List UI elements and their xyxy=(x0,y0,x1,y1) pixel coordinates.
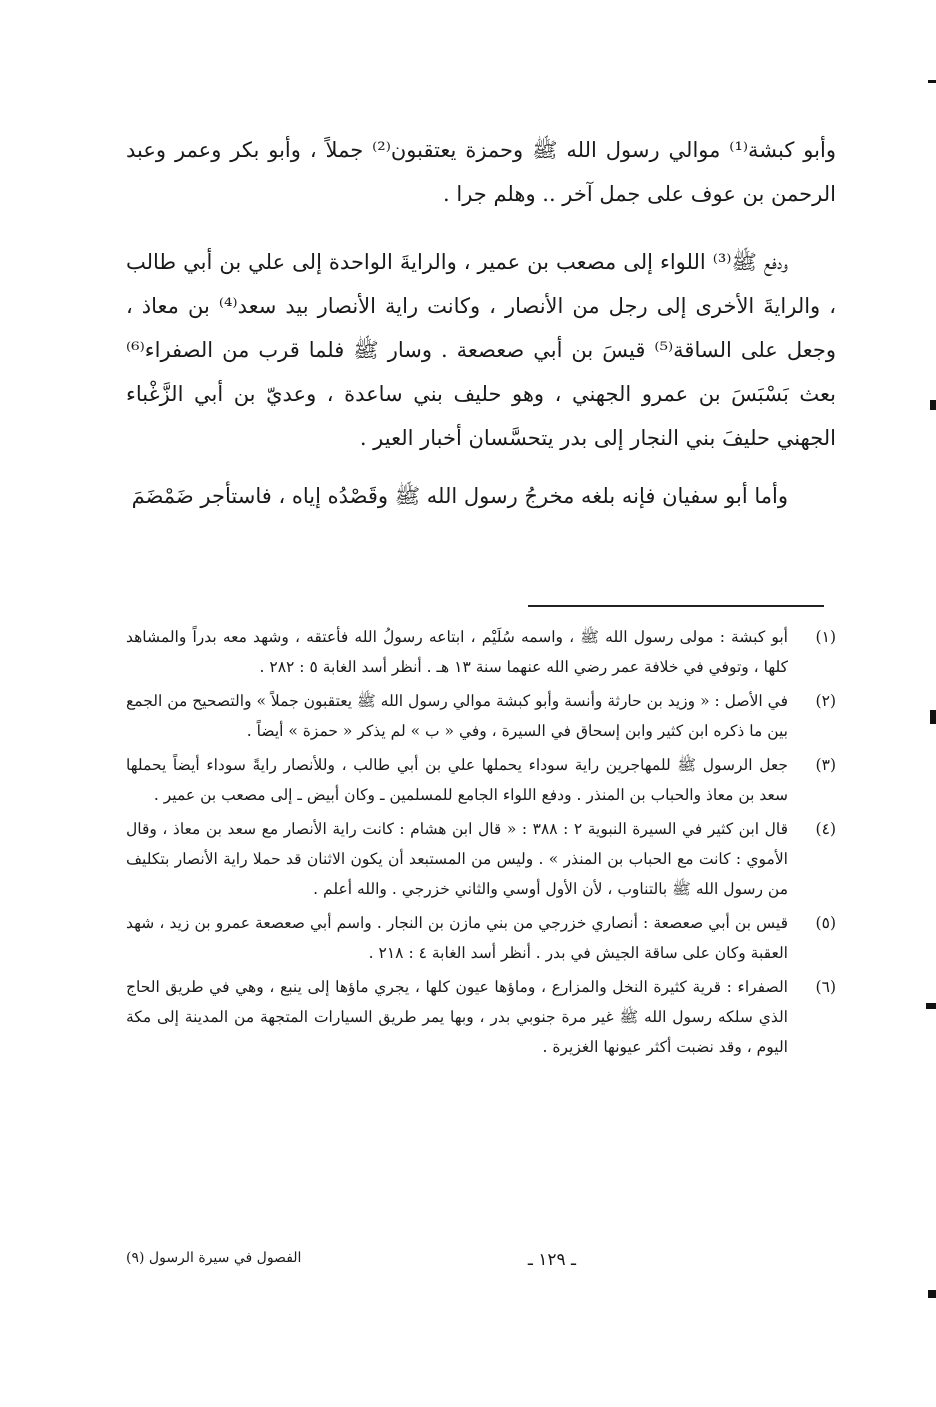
footnote-text: جعل الرسول ﷺ للمهاجرين راية سوداء يحملها علي بن أبي طالب ، وللأنصار رايةً سوداء أيضاً يحملها سعد بن معاذ والحباب بن المنذر . ودفع اللواء الجامع للمسلمين ـ وكان أبيض ـ إلى مصعب بن عمير . xyxy=(126,756,788,804)
footnote-number: (٣) xyxy=(815,756,836,774)
scan-mark xyxy=(928,80,936,83)
footnote-2 xyxy=(126,686,836,746)
footnote-4 xyxy=(126,814,836,904)
scan-mark xyxy=(930,400,936,410)
page-number: ـ ١٢٩ ـ xyxy=(527,1250,576,1270)
footnote-text: في الأصل : « وزيد بن حارثة وأنسة وأبو كبشة موالي رسول الله ﷺ يعتقبون جملاً » والتصحيح من الجمع بين ما ذكره ابن كثير وابن إسحاق في السيرة ، وفي « ب » لم يذكر « حمزة » أيضاً . xyxy=(126,692,788,740)
running-footer-title: الفصول في سيرة الرسول (٩) xyxy=(126,1250,302,1266)
footnote-6 xyxy=(126,972,836,1062)
main-text xyxy=(126,128,836,518)
footnote-text: أبو كبشة : مولى رسول الله ﷺ ، واسمه سُلَيْم ، ابتاعه رسولُ الله فأعتقه ، وشهد معه بدراً والمشاهد كلها ، وتوفي في خلافة عمر رضي الله عنهما سنة ١٣ هـ . أنظر أسد الغابة ٥ : ٢٨٢ . xyxy=(126,628,788,676)
footnote-number: (٥) xyxy=(815,914,836,932)
footnote-5 xyxy=(126,908,836,968)
footnote-1 xyxy=(126,622,836,682)
paragraph-2: ودفع ﷺ⁽³⁾ اللواء إلى مصعب بن عمير ، والرايةَ الواحدة إلى علي بن أبي طالب ، والرايةَ الأخرى إلى رجل من الأنصار ، وكانت راية الأنصار بيد سعد⁽⁴⁾ بن معاذ ، وجعل على الساقة⁽⁵⁾ قيسَ بن أبي صعصعة . وسار ﷺ فلما قرب من الصفراء⁽⁶⁾ بعث بَسْبَسَ بن عمرو الجهني ، وهو حليف بني ساعدة ، وعديّ بن أبي الزَّغْباء الجهني حليفَ بني النجار إلى بدر يتحسَّسان أخبار العير . xyxy=(126,250,836,450)
footnotes-section xyxy=(126,622,836,1066)
footnote-text: قال ابن كثير في السيرة النبوية ٢ : ٣٨٨ : « قال ابن هشام : كانت راية الأنصار مع سعد بن معاذ ، وقال الأموي : كانت مع الحباب بن المنذر » . وليس من المستبعد أن يكون الاثنان قد حملا راية الأنصار بتكليف من رسول الله ﷺ بالتناوب ، لأن الأول أوسي والثاني خزرجي . والله أعلم . xyxy=(126,820,789,898)
page-footer xyxy=(126,1250,836,1280)
paragraph-3: وأما أبو سفيان فإنه بلغه مخرجُ رسول الله ﷺ وقَصْدُه إياه ، فاستأجر ضَمْضَمَ xyxy=(131,484,788,508)
footnote-number: (١) xyxy=(815,628,836,646)
scan-mark xyxy=(930,710,936,724)
scan-mark xyxy=(928,1290,936,1298)
footnote-number: (٤) xyxy=(815,820,836,838)
footnote-number: (٦) xyxy=(815,978,836,996)
footnote-3 xyxy=(126,750,836,810)
footnote-text: قيس بن أبي صعصعة : أنصاري خزرجي من بني مازن بن النجار . واسم أبي صعصعة عمرو بن زيد ، شهد العقبة وكان على ساقة الجيش في بدر . أنظر أسد الغابة ٤ : ٢١٨ . xyxy=(126,914,788,962)
footnote-divider xyxy=(528,605,824,607)
scan-mark xyxy=(926,1003,936,1009)
footnote-text: الصفراء : قرية كثيرة النخل والمزارع ، وماؤها عيون كلها ، يجري ماؤها إلى ينبع ، وهي في طريق الحاج الذي سلكه رسول الله ﷺ غير مرة جنوبي بدر ، وبها يمر طريق السيارات المتجهة من المدينة إلى مكة اليوم ، وقد نضبت أكثر عيونها الغزيرة . xyxy=(126,978,788,1056)
paragraph-1: وأبو كبشة⁽¹⁾ موالي رسول الله ﷺ وحمزة يعتقبون⁽²⁾ جملاً ، وأبو بكر وعمر وعبد الرحمن بن عوف على جمل آخر .. وهلم جرا . xyxy=(126,138,836,206)
footnote-number: (٢) xyxy=(815,692,836,710)
